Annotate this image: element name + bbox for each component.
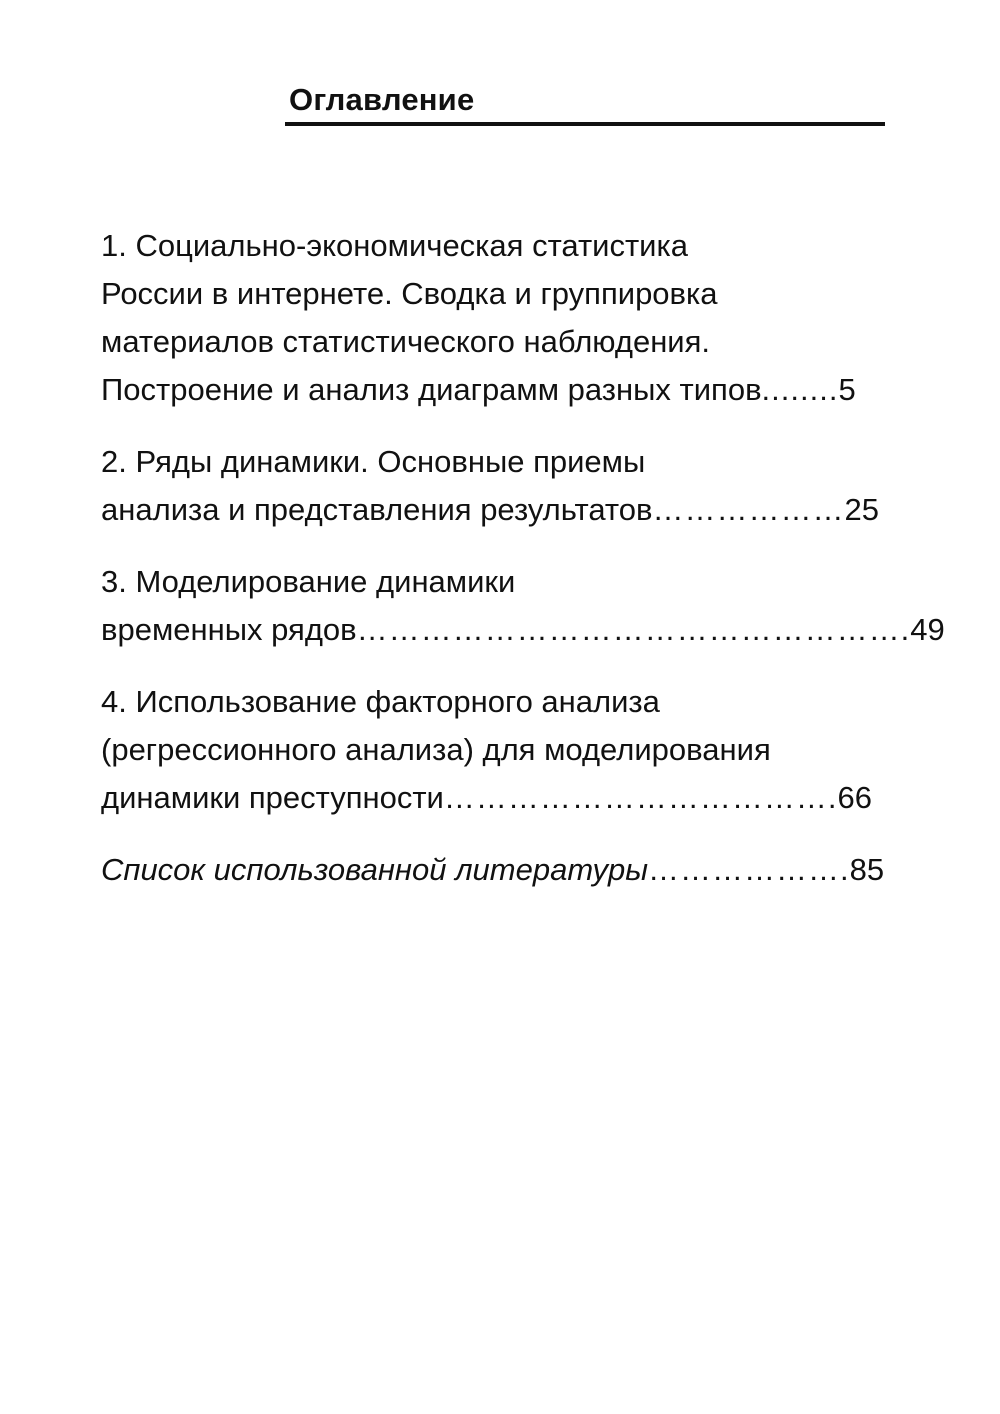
toc-entry-text: Список использованной литературы <box>101 852 649 887</box>
dot-leader: ……………………………………………. <box>356 612 911 647</box>
toc-entry-line: 3. Моделирование динамики <box>101 564 516 599</box>
table-of-contents <box>101 222 945 918</box>
toc-entry-line: материалов статистического наблюдения. <box>101 324 711 359</box>
page-number: 49 <box>910 612 945 647</box>
toc-entry-text: Построение и анализ диаграмм разных типов <box>101 372 762 407</box>
dot-leader: ………………. <box>648 852 850 887</box>
toc-entry-line: (регрессионного анализа) для моделирования <box>101 732 771 767</box>
toc-entry-text: анализа и представления результатов <box>101 492 653 527</box>
dot-leader: ………………………………. <box>443 780 838 815</box>
title-underline <box>285 122 885 126</box>
dot-leader: ……………… <box>652 492 845 527</box>
toc-entry-last-line <box>101 846 921 894</box>
toc-entry-4[interactable] <box>101 678 921 822</box>
toc-entry-last-line <box>101 606 945 654</box>
toc-entry-line: России в интернете. Сводка и группировка <box>101 276 718 311</box>
toc-entry-3[interactable] <box>101 558 945 654</box>
toc-entry-line: 4. Использование факторного анализа <box>101 684 660 719</box>
toc-entry-text: временных рядов <box>101 612 357 647</box>
page-number: 85 <box>849 852 885 887</box>
page-number: 25 <box>844 492 879 527</box>
toc-entry-1[interactable] <box>101 222 921 414</box>
toc-entry-last-line <box>101 774 921 822</box>
page-number: 5 <box>838 372 856 407</box>
page-number: 66 <box>837 780 872 815</box>
toc-entry-last-line <box>101 486 921 534</box>
toc-entry-last-line <box>101 366 921 414</box>
toc-entry-line: 1. Социально-экономическая статистика <box>101 228 688 263</box>
dot-leader: ........ <box>761 372 839 407</box>
toc-entry-line: 2. Ряды динамики. Основные приемы <box>101 444 646 479</box>
page-title: Оглавление <box>289 82 475 117</box>
toc-entry-text: динамики преступности <box>101 780 444 815</box>
toc-entry-2[interactable] <box>101 438 921 534</box>
toc-entry-references[interactable] <box>101 846 921 894</box>
